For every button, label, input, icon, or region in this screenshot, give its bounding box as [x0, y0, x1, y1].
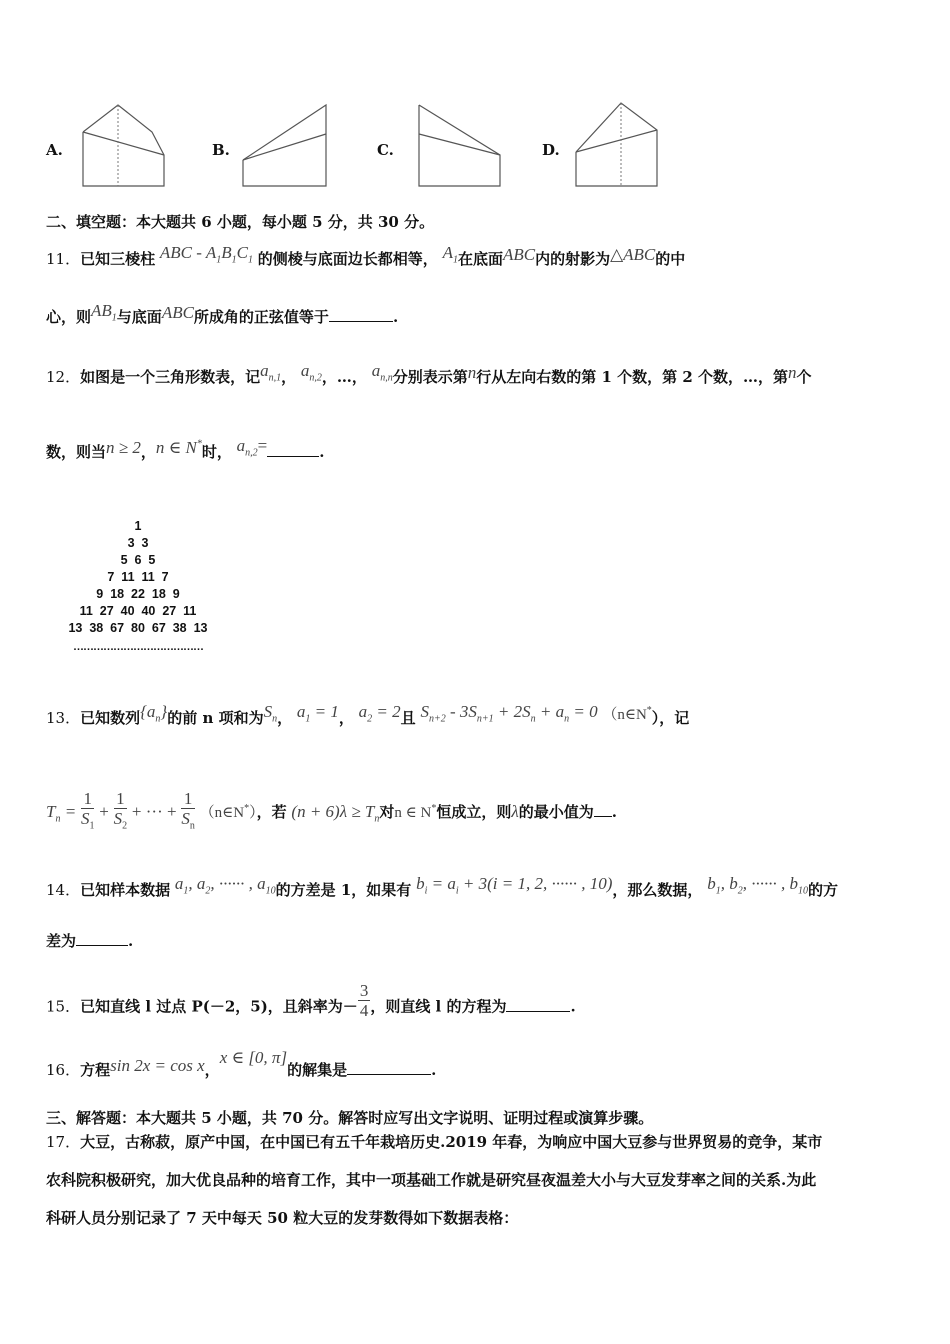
q12-text: 数，则当: [46, 443, 107, 461]
q15-slope-fraction: $\frac{3}{4}$: [359, 981, 369, 1020]
q14-text: 已知样本数据: [80, 881, 171, 899]
q14-sample-a: $a_1$, $a_2$, ······ , $a_{10}$: [174, 874, 276, 897]
q14-number: 14．: [46, 881, 81, 899]
q13-T: $T_n$ =: [46, 802, 77, 825]
q13-answer-blank[interactable]: [594, 802, 612, 817]
q11-base: ABC: [502, 245, 536, 264]
question-13-line-2: $T_n$ = $\frac{1}{S_1}$ + $\frac{1}{S_2}$ + ··· + $\frac{1}{S_n}$ （n∈N*），若 $(n + 6)\lambda \ge T_n$对n ∈ N*恒成立，则λ的最小值为 .: [46, 790, 617, 836]
q11-point: $A_1$: [442, 243, 458, 266]
q12-condition-set: n ∈ N*: [155, 438, 202, 457]
q11-text: 心，则: [46, 308, 92, 326]
q13-lambda: λ: [511, 802, 519, 822]
q17-number: 17．: [46, 1133, 81, 1151]
q12-a-nn: $a_{n,n}$: [371, 361, 393, 384]
option-b-label[interactable]: B.: [212, 141, 230, 159]
q12-a-n2: $a_{n,2}$: [300, 361, 322, 384]
q11-text: 的中: [655, 250, 686, 268]
question-11-line-2: 心，则$AB_1$与底面ABC所成角的正弦值等于 .: [46, 301, 399, 326]
question-13-line-1: 13．已知数列$\{a_n\}$的前 n 项和为$S_n$， $a_1 = 1$， $a_2 = 2$且 $S_{n+2} - 3S_{n+1} + 2S_n + a_n = 0$ （n∈N*），记: [46, 702, 690, 727]
triangle-row: 1: [134, 519, 142, 533]
q12-text: 分别表示第: [392, 368, 468, 386]
option-c-figure[interactable]: [416, 102, 506, 190]
section-2-heading: 二、填空题：本大题共 6 小题，每小题 5 分，共 30 分。: [46, 213, 435, 231]
q13-a2: $a_2 = 2$: [358, 702, 401, 725]
q15-answer-blank[interactable]: [506, 997, 570, 1012]
q15-text: 已知直线 l 过点 P(－2，5)，且斜率为－: [80, 997, 358, 1016]
triangle-row: 7 11 11 7: [107, 570, 169, 584]
q12-text: 行从左向右数的第 1 个数，第 2 个数，…，第: [476, 368, 788, 386]
option-d-label[interactable]: D.: [542, 141, 560, 159]
triangle-row: 5 6 5: [120, 553, 156, 567]
q17-text: 大豆，古称菽，原产中国，在中国已有五千年栽培历史.2019 年春，为响应中国大豆参与世界贸易的竞争，某市: [80, 1133, 823, 1151]
q13-text: 的前 n 项和为: [167, 709, 264, 727]
q11-text: 所成角的正弦值等于: [193, 308, 329, 326]
triangle-continuation: …………………………………: [73, 641, 203, 653]
q11-text: 的侧棱与底面边长都相等，: [257, 250, 438, 268]
question-14-line-2: 差为 .: [46, 932, 134, 950]
q14-answer-blank[interactable]: [76, 931, 128, 946]
q15-number: 15．: [46, 997, 81, 1016]
q12-number: 12．: [46, 368, 81, 386]
q14-sample-b: $b_1$, $b_2$, ······ , $b_{10}$: [707, 874, 808, 897]
question-17-line-1: [46, 1131, 822, 1152]
triangle-row: 9 18 22 18 9: [96, 587, 180, 601]
q11-text: 已知三棱柱: [80, 250, 156, 268]
q11-text: 与底面: [116, 308, 162, 326]
question-15: 15．已知直线 l 过点 P(－2，5)，且斜率为－ $\frac{3}{4}$ ，则直线 l 的方程为 .: [46, 981, 576, 1020]
q11-segment: $AB_1$: [91, 301, 117, 324]
q13-inequality: $(n + 6)\lambda \ge T_n$: [291, 802, 380, 825]
q11-answer-blank[interactable]: [329, 307, 393, 322]
triangle-row: 3 3: [127, 536, 149, 550]
q13-fraction-1: $\frac{1}{S_1}$: [80, 789, 95, 832]
q13-sequence: $\{a_n\}$: [140, 702, 168, 725]
q16-text: 方程: [80, 1061, 111, 1079]
q16-answer-blank[interactable]: [347, 1060, 431, 1075]
number-triangle-figure: [58, 518, 218, 656]
q13-number: 13．: [46, 709, 81, 727]
q13-fraction-2: $\frac{1}{S_2}$: [113, 789, 128, 832]
option-a-label[interactable]: A.: [46, 141, 63, 159]
option-d-figure[interactable]: [573, 100, 663, 190]
q12-answer-blank[interactable]: [267, 442, 319, 457]
q12-condition-n: n ≥ 2: [106, 438, 141, 457]
question-11-line-1: [46, 243, 686, 271]
q11-text: 在底面: [457, 250, 503, 268]
q11-text: 内的射影为: [535, 250, 611, 268]
q14-relation: $b_i = a_i + 3(i = 1$, 2, ······ , 10): [416, 874, 613, 897]
option-a-figure[interactable]: [80, 102, 170, 190]
q11-prism: ABC - $A_1B_1C_1$: [159, 243, 253, 266]
triangle-row: 11 27 40 40 27 11: [79, 604, 197, 618]
q16-domain: x ∈ [0, π]: [219, 1048, 288, 1067]
question-14-line-1: 14．已知样本数据 $a_1$, $a_2$, ······ , $a_{10}$的方差是 1，如果有 $b_i = a_i + 3(i = 1$, 2, ······ , 10)，那么数据， $b_1$, $b_2$, ······ , $b_{10}$的方: [46, 874, 838, 899]
section-3-heading: 三、解答题：本大题共 5 小题，共 70 分。解答时应写出文字说明、证明过程或演算步骤。: [46, 1109, 654, 1127]
q16-equation: sin 2x = cos x: [110, 1056, 205, 1075]
q11-number: 11．: [46, 250, 81, 268]
q13-a1: $a_1 = 1$: [296, 702, 339, 725]
option-c-label[interactable]: C.: [377, 141, 394, 159]
q13-text: 已知数列: [80, 709, 141, 727]
question-12-line-2: 数，则当n ≥ 2，n ∈ N*时， $a_{n,2}=$ .: [46, 436, 325, 461]
q12-a-n1: $a_{n,1}$: [260, 361, 282, 384]
q11-base: ABC: [161, 303, 194, 322]
option-b-figure[interactable]: [240, 102, 332, 190]
triangle-row: 13 38 67 80 67 38 13: [68, 621, 208, 635]
q13-fraction-n: $\frac{1}{S_n}$: [181, 789, 195, 832]
question-16: 16．方程sin 2x = cos x，x ∈ [0, π]的解集是 .: [46, 1048, 437, 1079]
question-17-line-3: 科研人员分别记录了 7 天中每天 50 粒大豆的发芽数得如下数据表格：: [46, 1209, 519, 1227]
q13-recurrence: $S_{n+2} - 3S_{n+1} + 2S_n + a_n = 0$: [420, 702, 598, 725]
q13-sum: $S_n$: [263, 702, 278, 725]
question-12-line-1: 12．如图是一个三角形数表，记$a_{n,1}$， $a_{n,2}$，…， $a_{n,n}$分别表示第n行从左向右数的第 1 个数，第 2 个数，…，第n个: [46, 361, 812, 386]
q12-text: 如图是一个三角形数表，记: [80, 368, 261, 386]
q16-number: 16．: [46, 1061, 81, 1079]
q11-triangle: △ABC: [610, 245, 656, 264]
q12-a-n2: $a_{n,2}$: [236, 436, 258, 459]
question-17-line-2: 农科院积极研究，加大优良品种的培育工作，其中一项基础工作就是研究昼夜温差大小与大豆发芽率之间的关系.为此: [46, 1171, 817, 1189]
